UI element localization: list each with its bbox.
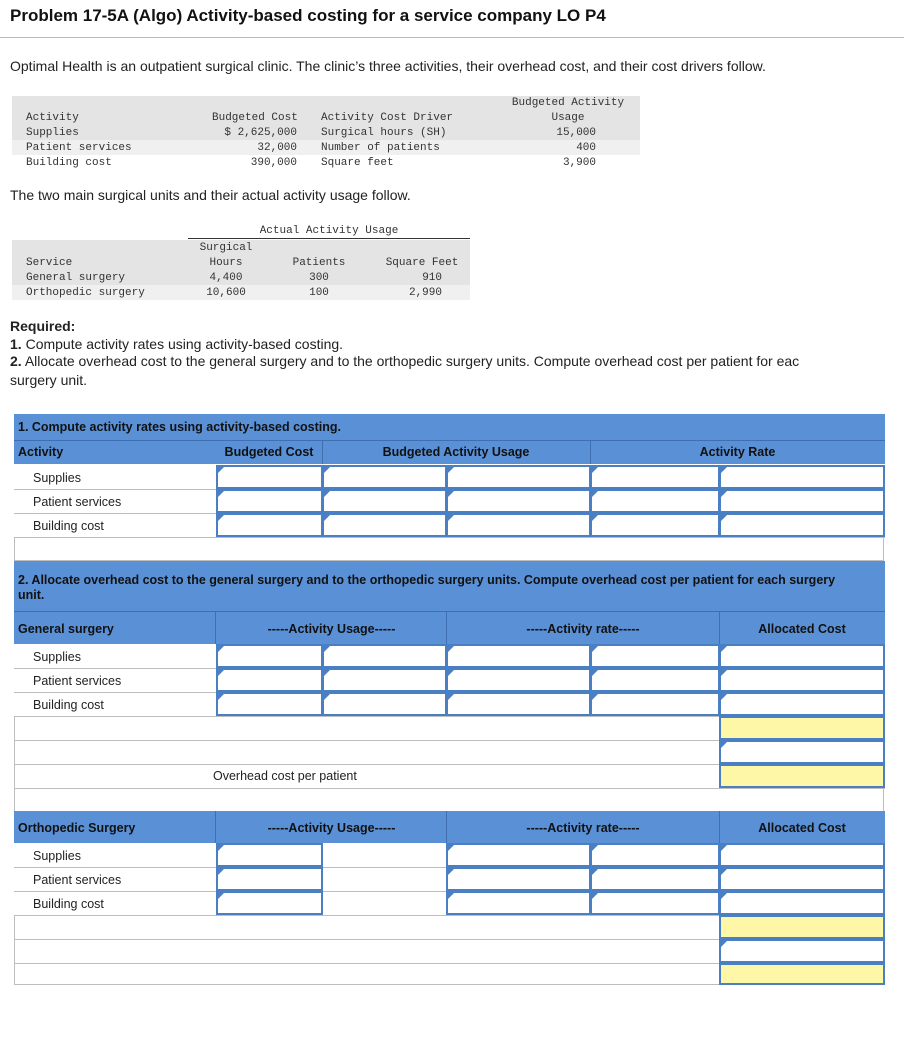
general-surgery-label: General surgery <box>18 622 114 636</box>
ortho-header-sep <box>215 811 216 843</box>
part1-header-divider <box>14 440 885 441</box>
row-divider <box>14 788 885 789</box>
ortho-row-label-patient-services: Patient services <box>33 873 122 887</box>
general-building-rate-input[interactable] <box>446 692 591 716</box>
ortho-row-label-building-cost: Building cost <box>33 897 104 911</box>
part2-title-line2: unit. <box>18 588 45 602</box>
intro-text: Optimal Health is an outpatient surgical clinic. The clinic’s three activities, their overhead cost, and their cost drivers follow. <box>10 58 766 74</box>
part1-patient-rate-unit-input[interactable] <box>719 489 885 513</box>
part2-header-sep <box>215 612 216 644</box>
table2-row-sqft: 2,990 <box>408 287 442 299</box>
part1-col-usage: Budgeted Activity Usage <box>382 445 530 459</box>
general-supplies-allocated-input[interactable] <box>719 644 885 668</box>
part1-header-sep <box>590 441 591 464</box>
table2-row-patients: 300 <box>309 272 329 284</box>
ortho-supplies-rate-unit-input[interactable] <box>590 843 720 867</box>
table1-row-activity: Building cost <box>26 157 112 169</box>
table2-group-underline <box>188 238 470 239</box>
general-supplies-driver-input[interactable] <box>322 644 447 668</box>
ortho-usage-header: -----Activity Usage----- <box>267 821 396 835</box>
general-supplies-rate-input[interactable] <box>446 644 591 668</box>
table1-row-usage: 3,900 <box>562 157 596 169</box>
part1-patient-usage-input[interactable] <box>322 489 447 513</box>
table1-row-cost: 390,000 <box>250 157 297 169</box>
part1-col-rate: Activity Rate <box>699 445 776 459</box>
general-supplies-rate-unit-input[interactable] <box>590 644 720 668</box>
part1-supplies-rate-unit-input[interactable] <box>719 465 885 489</box>
part1-title: 1. Compute activity rates using activity-based costing. <box>18 420 342 434</box>
title-divider <box>0 37 904 38</box>
general-patient-usage-input[interactable] <box>216 668 323 692</box>
table2-group-header: Actual Activity Usage <box>259 225 399 237</box>
general-row-label-building-cost: Building cost <box>33 698 104 712</box>
table1-row-activity: Patient services <box>26 142 132 154</box>
general-rate-header: -----Activity rate----- <box>526 622 640 636</box>
ortho-rate-header: -----Activity rate----- <box>526 821 640 835</box>
general-usage-header: -----Activity Usage----- <box>267 622 396 636</box>
required-item-2-cont: surgery unit. <box>10 372 88 388</box>
ortho-patient-rate-unit-input[interactable] <box>590 867 720 891</box>
ortho-header-sep <box>446 811 447 843</box>
table1-row-driver: Square feet <box>321 157 394 169</box>
table1-row-driver: Number of patients <box>321 142 440 154</box>
table1-header-usage-2: Usage <box>551 112 585 124</box>
ortho-header-sep <box>719 811 720 843</box>
part1-row-label-patient-services: Patient services <box>33 495 122 509</box>
table2-header-hours-1: Surgical <box>199 242 253 254</box>
part1-building-cost-input[interactable] <box>216 513 323 537</box>
general-building-driver-input[interactable] <box>322 692 447 716</box>
part1-patient-rate-input[interactable] <box>590 489 720 513</box>
table2-header-patients: Patients <box>292 257 346 269</box>
ortho-building-rate-input[interactable] <box>446 891 591 915</box>
table2-row-hours: 10,600 <box>206 287 246 299</box>
part1-header-sep <box>322 441 323 464</box>
part1-patient-driver-input[interactable] <box>446 489 591 513</box>
table1-header-activity: Activity <box>26 112 79 124</box>
table2-row-service: Orthopedic surgery <box>26 287 145 299</box>
part1-supplies-driver-input[interactable] <box>446 465 591 489</box>
required-heading: Required: <box>10 318 76 334</box>
general-patient-rate-unit-input[interactable] <box>590 668 720 692</box>
part1-supplies-rate-input[interactable] <box>590 465 720 489</box>
table2-row-sqft: 910 <box>422 272 442 284</box>
ortho-building-rate-unit-input[interactable] <box>590 891 720 915</box>
ortho-patients-input[interactable] <box>719 939 885 963</box>
required-item-1-num: 1. <box>10 336 22 352</box>
ortho-patient-rate-input[interactable] <box>446 867 591 891</box>
intro2-text: The two main surgical units and their actual activity usage follow. <box>10 187 411 203</box>
general-row-label-patient-services: Patient services <box>33 674 122 688</box>
ortho-per-patient-input[interactable] <box>719 963 885 985</box>
table1-row-cost: 32,000 <box>257 142 297 154</box>
ortho-total-allocated-input[interactable] <box>719 915 885 939</box>
table1-row-usage: 15,000 <box>556 127 596 139</box>
table1-header-usage-1: Budgeted Activity <box>511 97 625 109</box>
table2-header-service: Service <box>26 257 73 269</box>
general-per-patient-input[interactable] <box>719 764 885 788</box>
table1-header-cost: Budgeted Cost <box>212 112 298 124</box>
required-item-2-text: Allocate overhead cost to the general surgery and to the orthopedic surgery units. Compute overhead cost per patient for eac <box>24 353 800 369</box>
required-item-2 <box>10 353 799 369</box>
ortho-row-label-supplies: Supplies <box>33 849 81 863</box>
ortho-supplies-rate-input[interactable] <box>446 843 591 867</box>
required-item-2-num: 2. <box>10 353 22 369</box>
general-allocated-header: Allocated Cost <box>758 622 846 636</box>
part1-building-driver-input[interactable] <box>446 513 591 537</box>
part1-supplies-usage-input[interactable] <box>322 465 447 489</box>
general-patient-rate-input[interactable] <box>446 668 591 692</box>
table1-row-driver: Surgical hours (SH) <box>321 127 447 139</box>
ortho-patient-usage-input[interactable] <box>216 867 323 891</box>
general-supplies-usage-input[interactable] <box>216 644 323 668</box>
general-building-rate-unit-input[interactable] <box>590 692 720 716</box>
ortho-building-allocated-input[interactable] <box>719 891 885 915</box>
part1-building-rate-unit-input[interactable] <box>719 513 885 537</box>
part2-header-sep <box>719 612 720 644</box>
part1-row-label-building-cost: Building cost <box>33 519 104 533</box>
part1-building-usage-input[interactable] <box>322 513 447 537</box>
general-row-label-supplies: Supplies <box>33 650 81 664</box>
general-total-allocated-input[interactable] <box>719 716 885 740</box>
table1-row-usage: 400 <box>576 142 596 154</box>
table2-header-hours-2: Hours <box>209 257 243 269</box>
problem-title: Problem 17-5A (Algo) Activity-based costing for a service company LO P4 <box>10 6 606 25</box>
ortho-building-usage-input[interactable] <box>216 891 323 915</box>
general-patients-input[interactable] <box>719 740 885 764</box>
general-patient-allocated-input[interactable] <box>719 668 885 692</box>
ortho-surgery-label: Orthopedic Surgery <box>18 821 136 835</box>
ortho-patient-allocated-input[interactable] <box>719 867 885 891</box>
ortho-supplies-usage-input[interactable] <box>216 843 323 867</box>
spacer-row <box>14 537 884 561</box>
part1-col-activity: Activity <box>18 445 64 459</box>
table1-row-activity: Supplies <box>26 127 79 139</box>
table1-row-cost: $ 2,625,000 <box>224 127 297 139</box>
required-item-1-text: Compute activity rates using activity-based costing. <box>25 336 344 352</box>
required-item-1 <box>10 336 343 352</box>
general-building-usage-input[interactable] <box>216 692 323 716</box>
ortho-allocated-header: Allocated Cost <box>758 821 846 835</box>
part1-building-rate-input[interactable] <box>590 513 720 537</box>
table1-header-driver: Activity Cost Driver <box>321 112 454 124</box>
general-building-allocated-input[interactable] <box>719 692 885 716</box>
ortho-supplies-allocated-input[interactable] <box>719 843 885 867</box>
part2-header-sep <box>446 612 447 644</box>
part2-title-line1: 2. Allocate overhead cost to the general surgery and to the orthopedic surgery units. Compute overhead cost per patient for each surgery <box>18 573 836 587</box>
general-patient-driver-input[interactable] <box>322 668 447 692</box>
table2-row-patients: 100 <box>309 287 329 299</box>
table2-row-service: General surgery <box>26 272 126 284</box>
general-per-patient-label: Overhead cost per patient <box>213 769 357 783</box>
part1-supplies-cost-input[interactable] <box>216 465 323 489</box>
table2-header-sqft: Square Feet <box>385 257 459 269</box>
table2-row-hours: 4,400 <box>209 272 243 284</box>
part2-header-divider <box>14 611 885 612</box>
part1-col-cost: Budgeted Cost <box>224 445 314 459</box>
part1-row-label-supplies: Supplies <box>33 471 81 485</box>
part1-patient-cost-input[interactable] <box>216 489 323 513</box>
